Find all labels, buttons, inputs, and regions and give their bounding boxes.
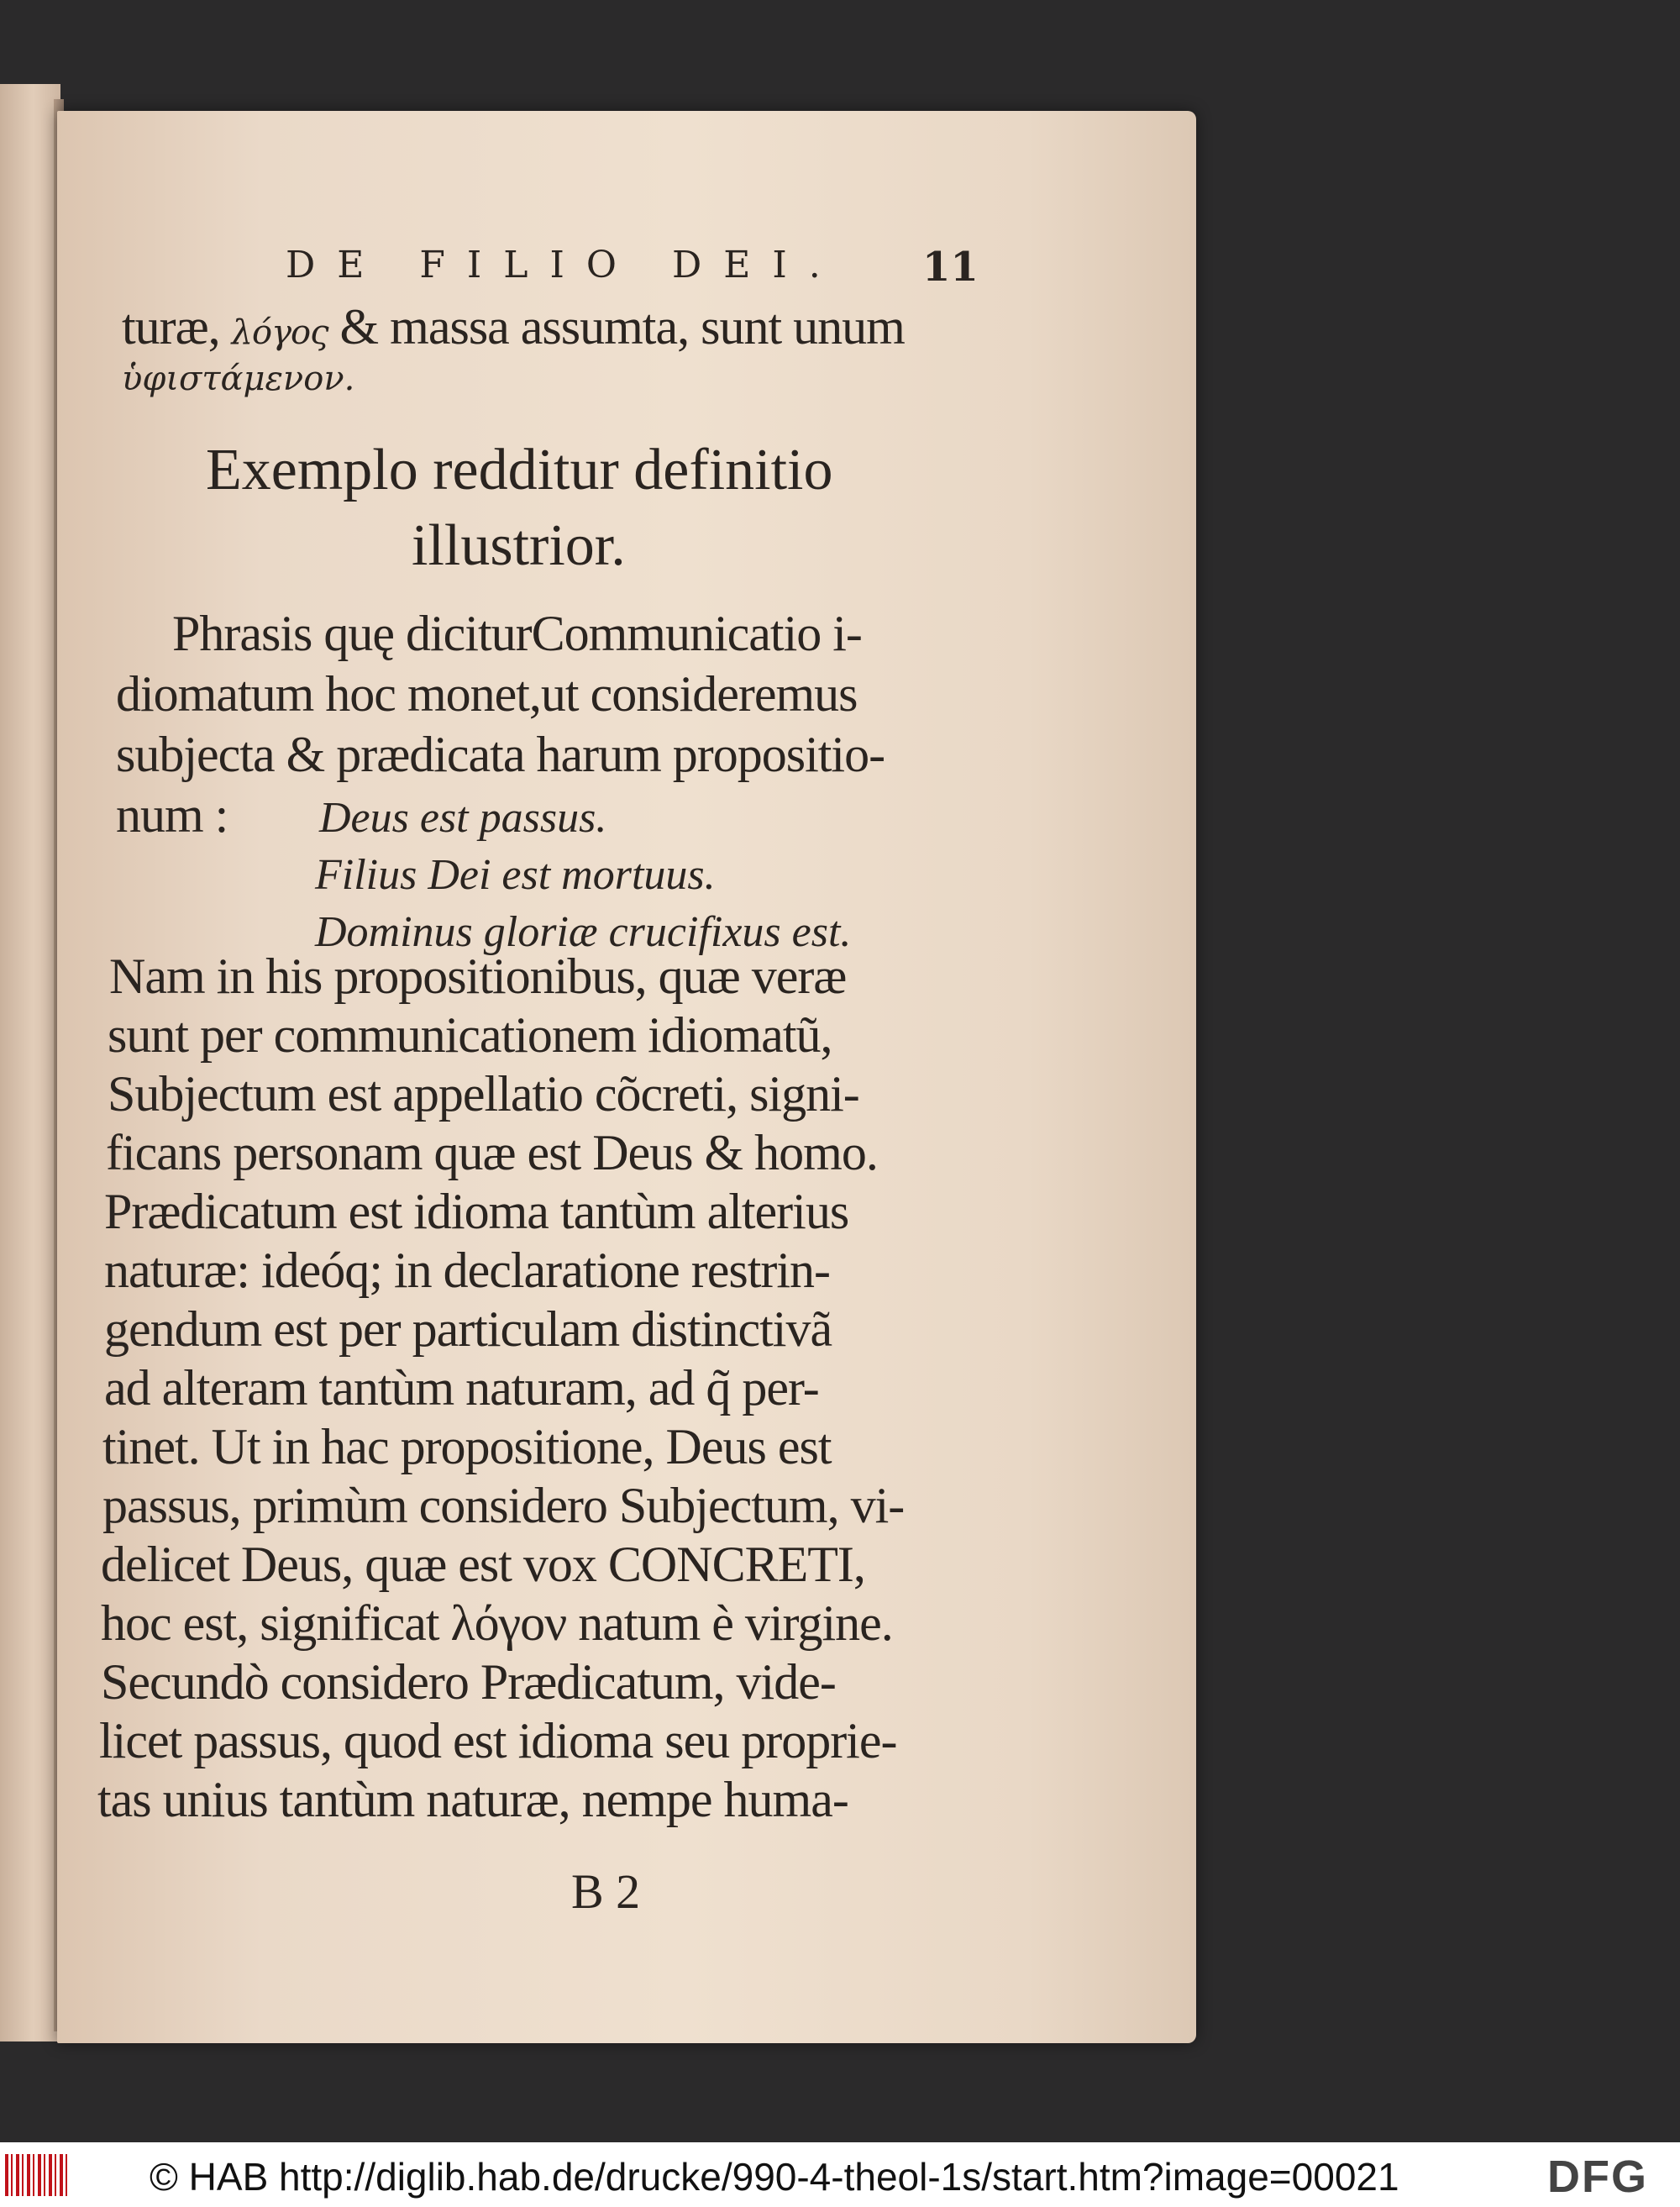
greek-line: ὑφιστάμενον. xyxy=(122,360,355,398)
footer-bar xyxy=(0,2142,1680,2207)
text-line: turæ, λόγος & massa assumta, sunt unum xyxy=(122,299,905,355)
page-number: 11 xyxy=(922,244,979,291)
text-line: Phrasis quę diciturCommunicatio i- xyxy=(172,606,862,661)
text-line: sunt per communicationem idiomatũ, xyxy=(108,1007,832,1063)
barcode-icon xyxy=(5,2154,69,2196)
text-line: hoc est, significat λόγον natum è virgine. xyxy=(101,1595,893,1651)
greek-word: λόγος xyxy=(231,313,328,352)
text-line: Secundò considero Prædicatum, vide- xyxy=(101,1654,836,1710)
verse-line: Filius Dei est mortuus. xyxy=(315,851,716,899)
section-heading: Exemplo redditur definitio xyxy=(206,438,833,502)
running-head: DE FILIO DEI. xyxy=(286,244,843,286)
verse-line: Dominus gloriæ crucifixus est. xyxy=(315,908,852,956)
text-line: Subjectum est appellatio cõcreti, signi- xyxy=(108,1066,859,1122)
copyright-url[interactable]: © HAB http://diglib.hab.de/drucke/990-4-theol-1s/start.htm?image=00021 xyxy=(150,2155,1399,2199)
text-line: ficans personam quæ est Deus & homo. xyxy=(106,1125,878,1180)
verse-line: Deus est passus. xyxy=(319,794,607,842)
signature-mark: B 2 xyxy=(571,1864,641,1919)
text-line: passus, primùm considero Subjectum, vi- xyxy=(102,1478,905,1533)
text-line: delicet Deus, quæ est vox CONCRETI, xyxy=(101,1537,865,1592)
text-line: tinet. Ut in hac propositione, Deus est xyxy=(102,1419,832,1474)
text-line: ad alteram tantùm naturam, ad q̃ per- xyxy=(104,1360,819,1416)
text-line: diomatum hoc monet,ut consideremus xyxy=(116,666,858,722)
section-heading-cont: illustrior. xyxy=(412,513,626,578)
text-line: tas unius tantùm naturæ, nempe huma- xyxy=(97,1772,848,1827)
text-line: num : xyxy=(116,787,228,843)
text-line: Nam in his propositionibus, quæ veræ xyxy=(109,948,847,1004)
text-line: licet passus, quod est idioma seu proprie- xyxy=(99,1713,897,1768)
facing-page-edge xyxy=(0,84,60,2041)
text-line: Prædicatum est idioma tantùm alterius xyxy=(104,1184,849,1239)
text-line: subjecta & prædicata harum propositio- xyxy=(116,727,885,782)
text-line: gendum est per particulam distinctivã xyxy=(104,1301,832,1357)
dfg-logo: DFG xyxy=(1547,2152,1648,2202)
text-line: naturæ: ideóq; in declaratione restrin- xyxy=(104,1243,831,1298)
